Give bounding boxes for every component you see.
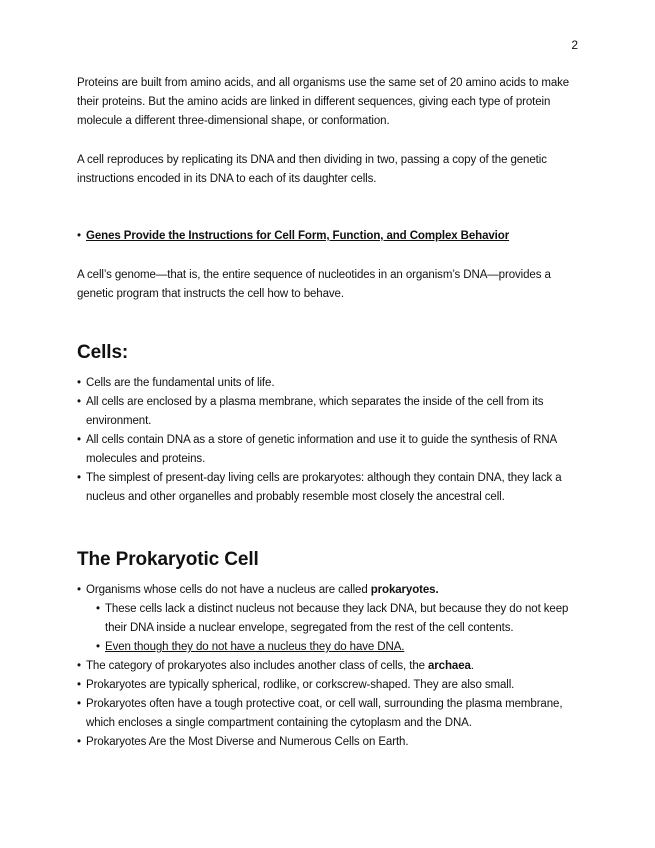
bullet-icon: • xyxy=(77,736,81,748)
prokaryotes-term: prokaryotes. xyxy=(370,584,439,596)
list-item xyxy=(77,469,577,507)
list-item xyxy=(77,581,577,600)
list-item xyxy=(77,695,577,733)
bullet-icon: • xyxy=(77,472,81,484)
bullet-icon: • xyxy=(96,641,100,653)
sub-list-item-text: Even though they do not have a nucleus they do have DNA. xyxy=(105,641,405,653)
list-item xyxy=(77,431,577,469)
bullet-icon: • xyxy=(77,698,81,710)
prokaryotic-cell-heading: The Prokaryotic Cell xyxy=(77,549,259,570)
genes-heading: Genes Provide the Instructions for Cell Form, Function, and Complex Behavior xyxy=(86,230,510,242)
paragraph-genome: A cell’s genome—that is, the entire sequence of nucleotides in an organism’s DNA—provides a genetic program that instructs the cell how to behave. xyxy=(77,269,551,300)
paragraph-cell-reproduction: A cell reproduces by replicating its DNA and then dividing in two, passing a copy of the genetic instructions encoded in its DNA to each of its daughter cells. xyxy=(77,154,547,185)
list-item xyxy=(77,393,577,431)
cells-heading: Cells: xyxy=(77,342,129,363)
bullet-icon: • xyxy=(96,603,100,615)
list-item xyxy=(77,657,577,676)
list-item-text: Cells are the fundamental units of life. xyxy=(86,377,275,389)
list-item xyxy=(77,374,577,393)
paragraph-proteins: Proteins are built from amino acids, and all organisms use the same set of 20 amino acids to make their proteins. But the amino acids are linked in different sequences, giving each type of protein molecule a different three-dimensional shape, or conformation. xyxy=(77,77,570,127)
archaea-term: archaea xyxy=(428,660,471,672)
list-item-text: Prokaryotes Are the Most Diverse and Numerous Cells on Earth. xyxy=(86,736,409,748)
page-content xyxy=(77,74,577,752)
bullet-icon: • xyxy=(77,377,81,389)
bullet-icon: • xyxy=(77,660,81,672)
sub-list-item xyxy=(77,638,577,657)
list-item-text: The category of prokaryotes also includes another class of cells, the xyxy=(86,660,429,672)
bullet-icon: • xyxy=(77,434,81,446)
list-item-text: All cells contain DNA as a store of genetic information and use it to guide the synthesis of RNA molecules and proteins. xyxy=(86,434,557,465)
page-number: 2 xyxy=(571,38,578,52)
sub-list-item xyxy=(77,600,577,638)
list-item xyxy=(77,676,577,695)
sub-list-item-text: These cells lack a distinct nucleus not because they lack DNA, but because they do not keep their DNA inside a nuclear envelope, segregated from the rest of the cell contents. xyxy=(105,603,569,634)
genes-heading-item xyxy=(77,227,577,246)
list-item-text: Prokaryotes are typically spherical, rodlike, or corkscrew-shaped. They are also small. xyxy=(86,679,515,691)
list-item-end: . xyxy=(470,660,474,672)
bullet-icon: • xyxy=(77,679,81,691)
bullet-icon: • xyxy=(77,230,81,242)
list-item-text: All cells are enclosed by a plasma membrane, which separates the inside of the cell from its environment. xyxy=(86,396,544,427)
list-item-text: Prokaryotes often have a tough protective coat, or cell wall, surrounding the plasma membrane, which encloses a single compartment containing the cytoplasm and the DNA. xyxy=(86,698,563,729)
list-item xyxy=(77,733,577,752)
list-item-text: The simplest of present-day living cells are prokaryotes: although they contain DNA, they lack a nucleus and other organelles and probably resemble most closely the ancestral cell. xyxy=(86,472,562,503)
bullet-icon: • xyxy=(77,396,81,408)
list-item-text: Organisms whose cells do not have a nucleus are called xyxy=(86,584,371,596)
bullet-icon: • xyxy=(77,584,81,596)
